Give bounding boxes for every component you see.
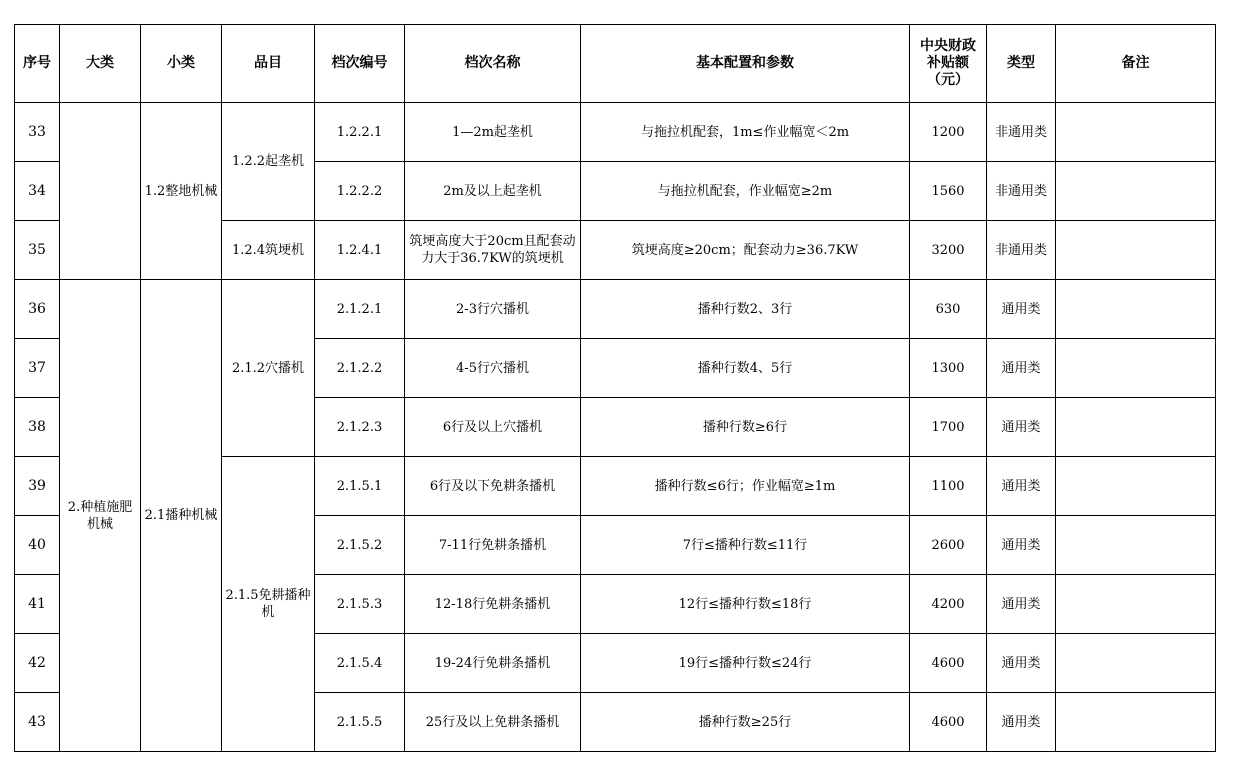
cell-grade-code: 1.2.2.1 bbox=[315, 103, 405, 162]
header-remark: 备注 bbox=[1056, 25, 1216, 103]
cell-grade-name: 2m及以上起垄机 bbox=[405, 162, 581, 221]
subsidy-table bbox=[14, 24, 1216, 752]
cell-item-group: 1.2.2起垄机 bbox=[222, 103, 315, 221]
cell-grade-code: 2.1.2.1 bbox=[315, 280, 405, 339]
cell-type: 非通用类 bbox=[987, 162, 1056, 221]
cell-remark bbox=[1056, 693, 1216, 752]
cell-subsidy: 2600 bbox=[910, 516, 987, 575]
cell-grade-name: 12-18行免耕条播机 bbox=[405, 575, 581, 634]
cell-grade-name: 25行及以上免耕条播机 bbox=[405, 693, 581, 752]
cell-remark bbox=[1056, 103, 1216, 162]
cell-remark bbox=[1056, 516, 1216, 575]
header-row bbox=[15, 25, 1216, 103]
cell-subsidy: 3200 bbox=[910, 221, 987, 280]
cell-subsidy: 4600 bbox=[910, 634, 987, 693]
header-item: 品目 bbox=[222, 25, 315, 103]
cell-minor-group: 2.1播种机械 bbox=[141, 280, 222, 752]
cell-item-group: 2.1.5免耕播种机 bbox=[222, 457, 315, 752]
cell-type: 通用类 bbox=[987, 693, 1056, 752]
cell-item-group: 1.2.4筑埂机 bbox=[222, 221, 315, 280]
cell-subsidy: 1300 bbox=[910, 339, 987, 398]
cell-type: 通用类 bbox=[987, 339, 1056, 398]
header-config: 基本配置和参数 bbox=[581, 25, 910, 103]
cell-subsidy: 4600 bbox=[910, 693, 987, 752]
cell-grade-code: 2.1.2.3 bbox=[315, 398, 405, 457]
header-major: 大类 bbox=[60, 25, 141, 103]
cell-subsidy: 1560 bbox=[910, 162, 987, 221]
cell-remark bbox=[1056, 457, 1216, 516]
cell-seq: 42 bbox=[15, 634, 60, 693]
cell-grade-name: 4-5行穴播机 bbox=[405, 339, 581, 398]
cell-grade-code: 1.2.2.2 bbox=[315, 162, 405, 221]
cell-grade-name: 2-3行穴播机 bbox=[405, 280, 581, 339]
cell-config: 筑埂高度≥20cm；配套动力≥36.7KW bbox=[581, 221, 910, 280]
cell-config: 7行≤播种行数≤11行 bbox=[581, 516, 910, 575]
cell-type: 通用类 bbox=[987, 280, 1056, 339]
cell-subsidy: 4200 bbox=[910, 575, 987, 634]
cell-grade-name: 7-11行免耕条播机 bbox=[405, 516, 581, 575]
cell-type: 通用类 bbox=[987, 575, 1056, 634]
cell-config: 播种行数4、5行 bbox=[581, 339, 910, 398]
cell-grade-code: 2.1.5.2 bbox=[315, 516, 405, 575]
cell-grade-code: 2.1.5.1 bbox=[315, 457, 405, 516]
cell-remark bbox=[1056, 162, 1216, 221]
cell-type: 通用类 bbox=[987, 398, 1056, 457]
cell-remark bbox=[1056, 634, 1216, 693]
cell-seq: 36 bbox=[15, 280, 60, 339]
header-seq: 序号 bbox=[15, 25, 60, 103]
cell-minor-group: 1.2整地机械 bbox=[141, 103, 222, 280]
cell-remark bbox=[1056, 575, 1216, 634]
cell-seq: 37 bbox=[15, 339, 60, 398]
cell-grade-name: 筑埂高度大于20cm且配套动力大于36.7KW的筑埂机 bbox=[405, 221, 581, 280]
header-grade-code: 档次编号 bbox=[315, 25, 405, 103]
cell-remark bbox=[1056, 398, 1216, 457]
cell-seq: 43 bbox=[15, 693, 60, 752]
cell-grade-code: 2.1.5.3 bbox=[315, 575, 405, 634]
cell-seq: 35 bbox=[15, 221, 60, 280]
cell-seq: 39 bbox=[15, 457, 60, 516]
cell-grade-name: 1—2m起垄机 bbox=[405, 103, 581, 162]
cell-grade-code: 2.1.5.4 bbox=[315, 634, 405, 693]
cell-subsidy: 1700 bbox=[910, 398, 987, 457]
cell-type: 通用类 bbox=[987, 516, 1056, 575]
cell-grade-name: 19-24行免耕条播机 bbox=[405, 634, 581, 693]
cell-config: 播种行数≥25行 bbox=[581, 693, 910, 752]
cell-config: 播种行数2、3行 bbox=[581, 280, 910, 339]
cell-item-group: 2.1.2穴播机 bbox=[222, 280, 315, 457]
cell-remark bbox=[1056, 221, 1216, 280]
cell-grade-name: 6行及以下免耕条播机 bbox=[405, 457, 581, 516]
header-grade-name: 档次名称 bbox=[405, 25, 581, 103]
header-subsidy: 中央财政补贴额（元） bbox=[910, 25, 987, 103]
cell-seq: 41 bbox=[15, 575, 60, 634]
cell-config: 播种行数≥6行 bbox=[581, 398, 910, 457]
cell-type: 通用类 bbox=[987, 634, 1056, 693]
header-minor: 小类 bbox=[141, 25, 222, 103]
cell-major-group bbox=[60, 103, 141, 280]
table-row bbox=[15, 280, 1216, 339]
cell-subsidy: 1200 bbox=[910, 103, 987, 162]
cell-config: 12行≤播种行数≤18行 bbox=[581, 575, 910, 634]
cell-subsidy: 630 bbox=[910, 280, 987, 339]
cell-remark bbox=[1056, 339, 1216, 398]
cell-type: 非通用类 bbox=[987, 103, 1056, 162]
cell-seq: 33 bbox=[15, 103, 60, 162]
cell-type: 非通用类 bbox=[987, 221, 1056, 280]
cell-config: 与拖拉机配套，1m≤作业幅宽＜2m bbox=[581, 103, 910, 162]
cell-config: 19行≤播种行数≤24行 bbox=[581, 634, 910, 693]
cell-seq: 38 bbox=[15, 398, 60, 457]
cell-grade-code: 2.1.2.2 bbox=[315, 339, 405, 398]
cell-remark bbox=[1056, 280, 1216, 339]
cell-grade-name: 6行及以上穴播机 bbox=[405, 398, 581, 457]
cell-subsidy: 1100 bbox=[910, 457, 987, 516]
cell-grade-code: 2.1.5.5 bbox=[315, 693, 405, 752]
cell-major-group: 2.种植施肥机械 bbox=[60, 280, 141, 752]
cell-config: 与拖拉机配套，作业幅宽≥2m bbox=[581, 162, 910, 221]
cell-seq: 40 bbox=[15, 516, 60, 575]
cell-grade-code: 1.2.4.1 bbox=[315, 221, 405, 280]
cell-config: 播种行数≤6行；作业幅宽≥1m bbox=[581, 457, 910, 516]
table-row bbox=[15, 103, 1216, 162]
cell-type: 通用类 bbox=[987, 457, 1056, 516]
header-type: 类型 bbox=[987, 25, 1056, 103]
cell-seq: 34 bbox=[15, 162, 60, 221]
